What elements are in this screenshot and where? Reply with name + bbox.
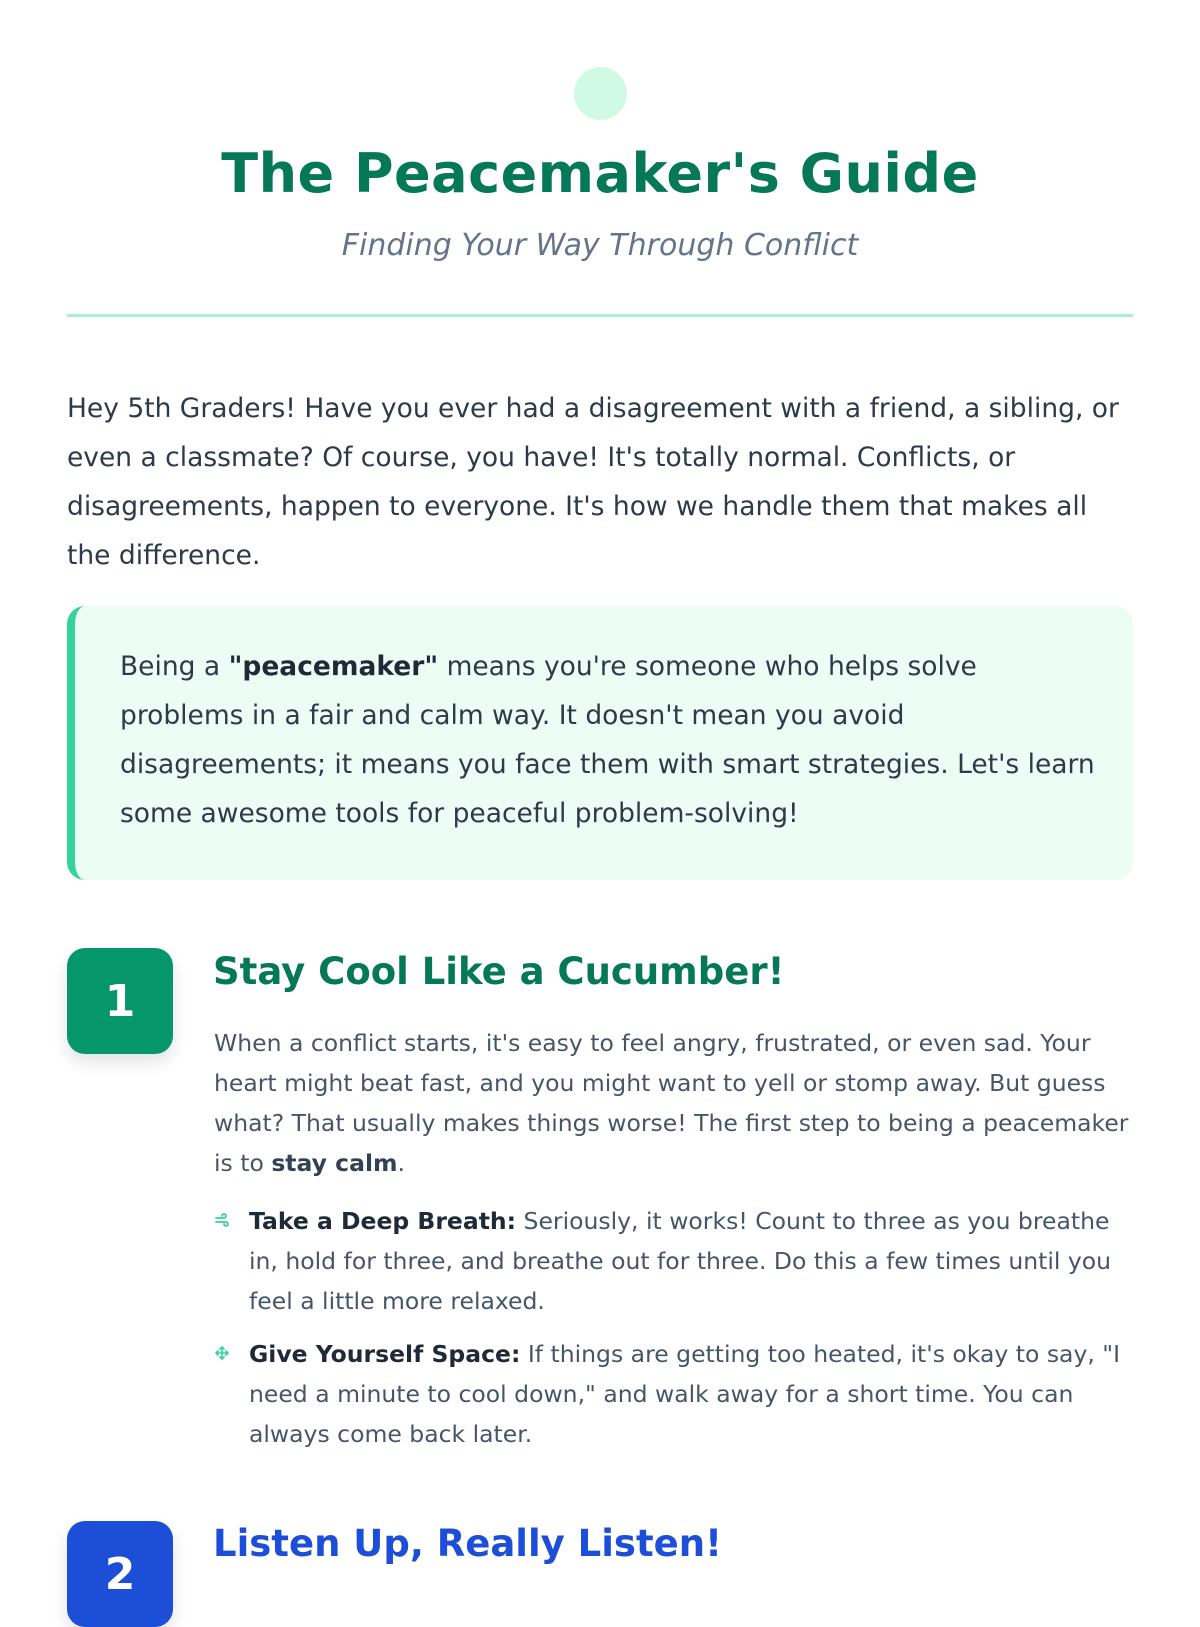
step-description-start: When a conflict starts, it's easy to feel angry, frustrated, or even sad. Your heart might beat fast, and you might want to yell or stomp away. But guess what? That usually makes things worse! The first step to being a peacemaker is to <box>214 1029 1129 1177</box>
step-number-badge: 1 <box>67 948 173 1054</box>
callout-keyword: "peacemaker" <box>228 651 439 682</box>
callout-text <box>120 642 1097 838</box>
page-title: The Peacemaker's Guide <box>221 142 979 205</box>
tip-title: Take a Deep Breath: <box>249 1207 517 1235</box>
step-number-badge: 2 <box>67 1521 173 1627</box>
list-item <box>214 1201 1144 1321</box>
step-tips-list <box>214 1201 1144 1467</box>
step-description <box>214 1023 1134 1183</box>
list-item <box>214 1334 1144 1454</box>
arrows-icon <box>214 1336 230 1376</box>
callout-text-start: Being a <box>120 651 229 682</box>
step-title: Listen Up, Really Listen! <box>213 1522 722 1565</box>
peacemaker-callout <box>67 606 1133 880</box>
header-divider <box>67 314 1133 317</box>
tip-title: Give Yourself Space: <box>249 1340 521 1368</box>
header-decoration-circle <box>574 67 627 120</box>
tip-text: Seriously, it works! Count to three as you breathe in, hold for three, and breathe out for three. Do this a few times until you feel a little more relaxed. <box>249 1207 1112 1315</box>
step-description-keyword: stay calm <box>271 1149 398 1177</box>
intro-paragraph: Hey 5th Graders! Have you ever had a disagreement with a friend, a sibling, or even a classmate? Of course, you have! It's totally normal. Conflicts, or disagreements, happen to everyone. It's how we handle them that makes all the difference. <box>67 393 1119 571</box>
tip-text: If things are getting too heated, it's okay to say, "I need a minute to cool down," and walk away for a short time. You can always come back later. <box>249 1340 1121 1448</box>
page-subtitle: Finding Your Way Through Conflict <box>341 228 859 263</box>
step-description-end: . <box>397 1149 405 1177</box>
step-title: Stay Cool Like a Cucumber! <box>213 950 785 993</box>
callout-text-end: means you're someone who helps solve problems in a fair and calm way. It doesn't mean you avoid disagreements; it means you face them with smart strategies. Let's learn some awesome tools for peaceful problem-solving! <box>120 651 1095 829</box>
wind-icon <box>214 1203 230 1243</box>
